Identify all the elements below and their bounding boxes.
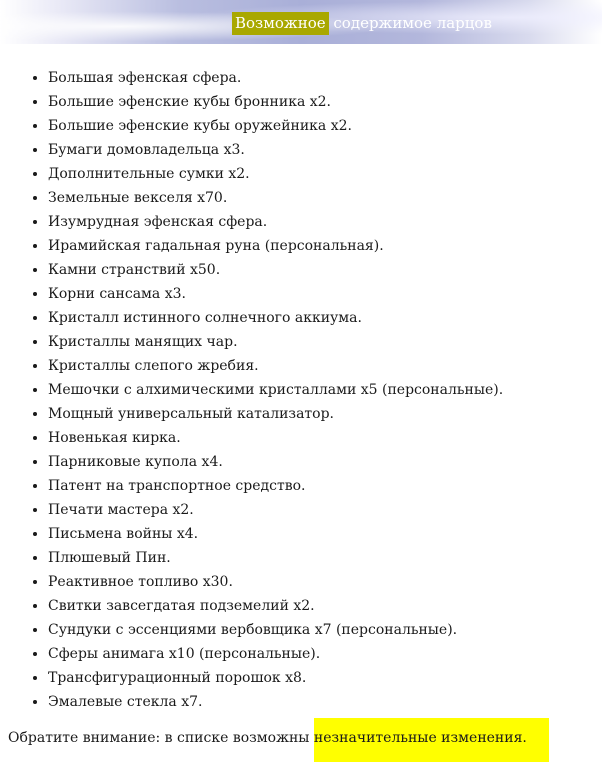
list-item: • Плюшевый Пин. xyxy=(48,546,503,570)
notice-text xyxy=(8,728,549,762)
list-item: • Большие эфенские кубы оружейника x2. xyxy=(48,114,503,138)
title-highlight: Возможное xyxy=(232,12,329,35)
notice-highlight: незначительные изменения. xyxy=(314,718,549,762)
list-item: • Камни странствий x50. xyxy=(48,258,503,282)
title-rest: содержимое ларцов xyxy=(328,14,492,32)
list-item: • Свитки завсегдатая подземелий x2. xyxy=(48,594,503,618)
list-item: • Кристалл истинного солнечного аккиума. xyxy=(48,306,503,330)
list-item: • Бумаги домовладельца x3. xyxy=(48,138,503,162)
list-item: • Сферы анимага x10 (персональные). xyxy=(48,642,503,666)
list-item: • Большая эфенская сфера. xyxy=(48,66,503,90)
list-item: • Мешочки с алхимическими кристаллами x5 (персональные). xyxy=(48,378,503,402)
notice-block xyxy=(0,714,602,760)
list-item: • Корни сансама x3. xyxy=(48,282,503,306)
list-item: • Трансфигурационный порошок x8. xyxy=(48,666,503,690)
list-item: • Земельные векселя x70. xyxy=(48,186,503,210)
list-item: • Патент на транспортное средство. xyxy=(48,474,503,498)
list-item: • Большие эфенские кубы бронника x2. xyxy=(48,90,503,114)
notice-plain: Обратите внимание: в списке возможны xyxy=(8,730,314,746)
list-item: • Эмалевые стекла x7. xyxy=(48,690,503,714)
page-title xyxy=(232,12,492,34)
list-item: • Кристаллы слепого жребия. xyxy=(48,354,503,378)
list-item: • Кристаллы манящих чар. xyxy=(48,330,503,354)
list-item: • Новенькая кирка. xyxy=(48,426,503,450)
list-item: • Реактивное топливо x30. xyxy=(48,570,503,594)
chest-contents-list xyxy=(0,66,503,714)
header-banner xyxy=(0,0,602,44)
list-item: • Ирамийская гадальная руна (персональная). xyxy=(48,234,503,258)
list-item: • Парниковые купола x4. xyxy=(48,450,503,474)
list-item: • Сундуки с эссенциями вербовщика x7 (персональные). xyxy=(48,618,503,642)
list-item: • Дополнительные сумки x2. xyxy=(48,162,503,186)
list-item: • Печати мастера x2. xyxy=(48,498,503,522)
list-item: • Письмена войны x4. xyxy=(48,522,503,546)
list-item: • Изумрудная эфенская сфера. xyxy=(48,210,503,234)
list-item: • Мощный универсальный катализатор. xyxy=(48,402,503,426)
